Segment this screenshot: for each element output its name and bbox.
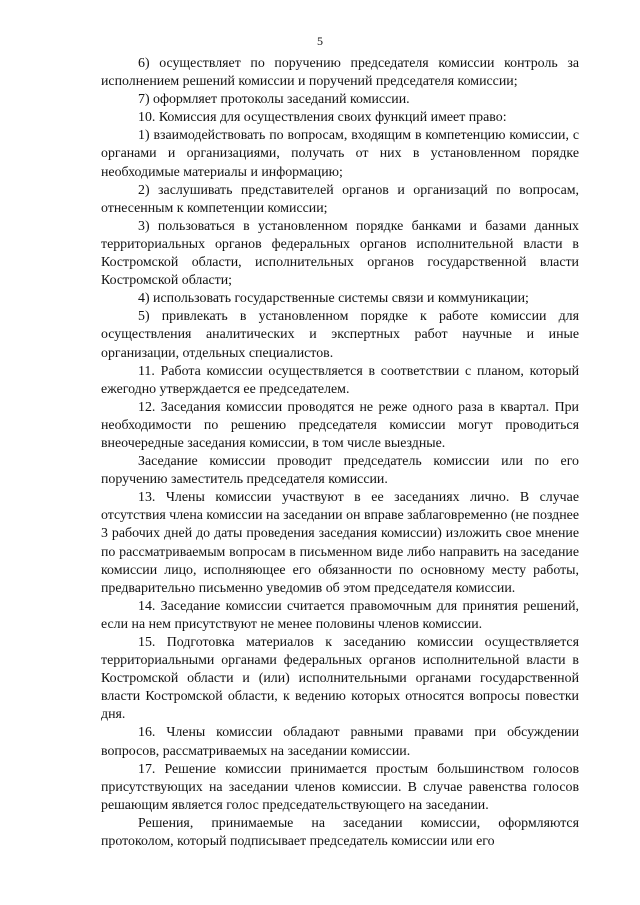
paragraph-10-rights: 10. Комиссия для осуществления своих функций имеет право: [138,110,507,126]
paragraph-16-equal-rights: 16. Члены комиссии обладают равными правами при обсуждении вопросов, рассматриваемых на заседании комиссии. [101,725,579,759]
paragraph-14-quorum: 14. Заседание комиссии считается правомочным для принятия решений, если на нем присутствуют не менее половины членов комиссии. [101,598,579,632]
paragraph-15-materials: 15. Подготовка материалов к заседанию комиссии осуществляется территориальными органами федеральных органов исполнительной власти в Костромской области и (или) исполнительными органами государственной власти Костромской области, к ведению которых относятся вопросы повестки дня. [101,635,579,723]
paragraph-10-5-experts: 5) привлекать в установленном порядке к работе комиссии для осуществления аналитических и экспертных работ научные и иные организации, отдельных специалистов. [101,309,579,361]
paragraph-6-control: 6) осуществляет по поручению председателя комиссии контроль за исполнением решений комиссии и поручений председателя комиссии; [101,56,579,90]
paragraph-10-1-interact: 1) взаимодействовать по вопросам, входящим в компетенцию комиссии, с органами и организациями, получать от них в установленном порядке необходимые материалы и информацию; [101,128,579,180]
page-number: 5 [317,34,323,48]
paragraph-17-protocol: Решения, принимаемые на заседании комиссии, оформляются протоколом, который подписывает председатель комиссии или его [101,815,579,850]
paragraph-10-4-communications: 4) использовать государственные системы связи и коммуникации; [138,291,529,307]
paragraph-10-3-databases: 3) пользоваться в установленном порядке банками и базами данных территориальных органов федеральных органов исполнительной власти в Костромской области, исполнительных органов государственной власти Костромской области; [101,218,579,289]
paragraph-7-protocols: 7) оформляет протоколы заседаний комиссии. [138,92,410,108]
paragraph-13-members: 13. Члены комиссии участвуют в ее заседаниях лично. В случае отсутствия члена комиссии на заседании он вправе заблаговременно (не позднее 3 рабочих дней до даты проведения заседания комиссии) изложить свое мнение по рассматриваемым вопросам в письменном виде либо направить на заседание комиссии лицо, исполняющее его обязанности по основному месту работы, предварительно письменно уведомив об этом председателя комиссии. [101,490,579,596]
paragraph-17-decision: 17. Решение комиссии принимается простым большинством голосов присутствующих на заседании членов комиссии. В случае равенства голосов решающим является голос председательствующего на заседании. [101,761,579,813]
paragraph-12-chair: Заседание комиссии проводит председатель комиссии или по его поручению заместитель председателя комиссии. [101,454,579,488]
paragraph-10-2-hear: 2) заслушивать представителей органов и организаций по вопросам, отнесенным к компетенции комиссии; [101,182,579,216]
document-body [101,55,579,851]
paragraph-12-meetings: 12. Заседания комиссии проводятся не реже одного раза в квартал. При необходимости по решению председателя комиссии могут проводиться внеочередные заседания комиссии, в том числе выездные. [101,399,579,451]
paragraph-11-plan: 11. Работа комиссии осуществляется в соответствии с планом, который ежегодно утверждается ее председателем. [101,363,579,397]
